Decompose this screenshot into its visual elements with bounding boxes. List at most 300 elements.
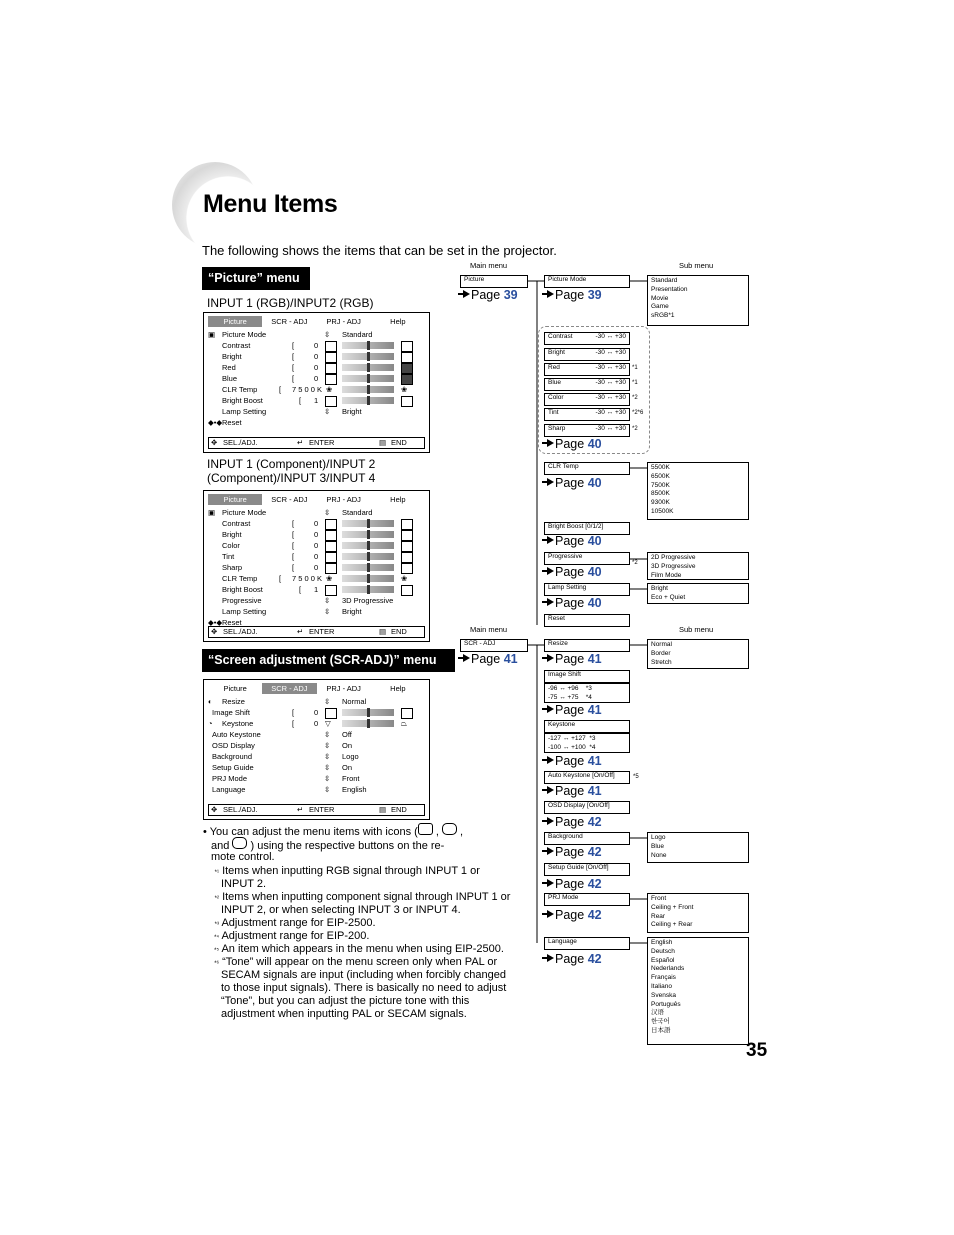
bright-boost-icon — [401, 396, 413, 407]
osd-bracket: [ — [292, 552, 295, 561]
osd-footer — [208, 437, 425, 449]
osd-row-value: Bright — [342, 407, 362, 416]
note-bullet-line3: mote control. — [211, 851, 275, 863]
end-icon: ▤ — [379, 805, 387, 814]
page-ref — [547, 815, 602, 829]
tree-progressive-sub — [647, 552, 749, 580]
tree-picture-mode-sub — [647, 275, 749, 326]
adj-label: Red — [548, 364, 560, 371]
note-2: *² Items when inputting component signal through INPUT 1 or — [214, 891, 511, 903]
note-6d: “Tone”, but you can adjust the picture tone with this — [221, 995, 470, 1007]
page-word: Page — [555, 845, 585, 859]
picture-mode-icon: ▣ — [208, 508, 216, 517]
osd-row-label: Setup Guide — [212, 763, 254, 772]
sub-item: Blue — [651, 842, 665, 850]
note-6: *⁶ “Tone” will appear on the menu screen only when PAL or — [214, 956, 498, 968]
sub-item: Presentation — [651, 285, 688, 293]
range-line — [548, 744, 626, 753]
tree-reset-box: Reset — [544, 614, 630, 627]
color-icon — [325, 541, 337, 552]
osd-row-value: 7 5 0 0 K — [292, 574, 323, 583]
slider-bar — [342, 586, 394, 593]
menu-arrow-icon: ⇳ — [324, 763, 331, 772]
note-2-text: Items when inputting component signal through INPUT 1 or — [222, 891, 511, 903]
page-number: 40 — [587, 437, 602, 451]
footnote-marker: *4 — [585, 693, 592, 701]
osd-row-label: Progressive — [222, 596, 262, 605]
osd-picture-component — [203, 490, 430, 642]
input-component-subheading-1: INPUT 1 (Component)/INPUT 2 — [207, 457, 376, 471]
note-bullet-text2: ) using the respective buttons on the re- — [250, 840, 445, 852]
page-number: 40 — [587, 565, 602, 579]
osd-row-label: Keystone — [222, 719, 254, 728]
page-word: Page — [555, 703, 585, 717]
note-6e: adjustment when inputting PAL or SECAM signals. — [221, 1008, 467, 1020]
sub-item: 汉语 — [651, 1009, 664, 1017]
osd-bracket: [ — [292, 519, 295, 528]
osd-row-label: CLR Temp — [222, 385, 258, 394]
osd-row-label: Reset — [222, 618, 242, 627]
osd-row-value: Off — [342, 730, 352, 739]
slider-bar — [342, 720, 394, 727]
osd-row-value: Standard — [342, 508, 373, 517]
note-6-text: “Tone” will appear on the menu screen only when PAL or — [222, 956, 498, 968]
footnote-marker: *1 — [632, 380, 638, 386]
end-icon: ▤ — [379, 627, 387, 636]
footnote-marker: *1 — [632, 365, 638, 371]
sub-item: Game — [651, 303, 669, 311]
tree-clr-temp-sub — [647, 462, 749, 520]
clr-temp-icon: ❀ — [326, 574, 333, 583]
adj-range: -30 ↔ +30 — [595, 333, 626, 340]
page-ref — [547, 784, 602, 798]
osd-row-value: 0 — [314, 363, 319, 372]
adj-range: -30 ↔ +30 — [595, 349, 626, 356]
osd-tab-help: Help — [390, 495, 406, 504]
footer-sel: SEL./ADJ. — [223, 805, 258, 814]
osd-bracket: [ — [299, 585, 302, 594]
brightness-icon — [325, 352, 337, 363]
menu-arrow-icon: ⇳ — [324, 607, 331, 616]
osd-footer — [208, 804, 425, 816]
picture-mode-icon: ▣ — [208, 330, 216, 339]
tree-resize-sub — [647, 639, 749, 669]
osd-row-label: Image Shift — [212, 708, 250, 717]
osd-row-label: Lamp Setting — [222, 407, 267, 416]
range-value: -96 ↔ +96 — [548, 685, 579, 692]
page-ref — [547, 877, 602, 891]
sub-item: Film Mode — [651, 571, 682, 579]
note-6c: to those input signals). There is basically no need to adjust — [221, 982, 507, 994]
osd-tab-picture: Picture — [223, 684, 247, 693]
page-number: 41 — [503, 652, 518, 666]
sub-item: Italiano — [651, 982, 672, 990]
page-number: 42 — [587, 877, 602, 891]
sub-item: Movie — [651, 294, 669, 302]
color-icon — [401, 541, 413, 552]
footnote-marker: *2*6 — [632, 410, 644, 416]
intro-text: The following shows the items that can be set in the projector. — [202, 243, 557, 258]
tree-language-sub — [647, 937, 749, 1045]
menu-arrow-icon: ⇳ — [324, 508, 331, 517]
sub-item: 8500K — [651, 490, 670, 498]
sub-item: Normal — [651, 641, 672, 648]
osd-row-label: CLR Temp — [222, 574, 258, 583]
brightness-icon — [401, 352, 413, 363]
note-bullet-line1: • You can adjust the menu items with icons ( , , — [203, 823, 528, 837]
tree-sharp-box — [544, 424, 630, 437]
adj-range: -30 ↔ +30 — [595, 364, 626, 371]
page-ref — [547, 703, 602, 717]
range-value: -127 ↔ +127 — [548, 735, 586, 742]
osd-row-label: Bright Boost — [222, 396, 263, 405]
sub-item: 2D Progressive — [651, 554, 696, 561]
range-value: -75 ↔ +75 — [548, 693, 579, 701]
osd-row-value: 0 — [314, 341, 319, 350]
osd-row-value: English — [342, 785, 367, 794]
tree-scr-adj-box: SCR - ADJ — [460, 639, 528, 652]
adj-range: -30 ↔ +30 — [595, 394, 626, 401]
sub-item: Eco + Quiet — [651, 593, 686, 601]
page-word: Page — [555, 534, 585, 548]
osd-row-label: Resize — [222, 697, 245, 706]
osd-tab-picture: Picture — [208, 494, 262, 505]
page-word: Page — [471, 288, 501, 302]
page-ref — [547, 908, 602, 922]
picture-mode-icon — [418, 823, 433, 835]
osd-row-label: Bright — [222, 352, 242, 361]
page-word: Page — [555, 288, 585, 302]
osd-row-value: 0 — [314, 352, 319, 361]
osd-row-value: 0 — [314, 563, 319, 572]
enter-icon: ↵ — [297, 438, 304, 447]
osd-row-label: Bright Boost — [222, 585, 263, 594]
osd-picture-rgb — [203, 312, 430, 453]
note-5-text: An item which appears in the menu when using EIP-2500. — [221, 943, 504, 955]
menu-arrow-icon: ⇳ — [324, 774, 331, 783]
menu-arrow-icon: ⇳ — [324, 741, 331, 750]
slider-bar — [342, 386, 394, 393]
red-icon — [401, 363, 413, 374]
osd-tab-prj-adj: PRJ - ADJ — [326, 495, 361, 504]
tree-auto-keystone-box: Auto Keystone [On/Off] — [544, 771, 630, 784]
sub-item: Ceiling + Rear — [651, 921, 693, 929]
main-menu-label: Main menu — [470, 261, 508, 270]
osd-row-label: Blue — [222, 374, 238, 383]
adj-label: Tint — [548, 409, 559, 416]
brightness-icon — [325, 530, 337, 541]
page-number: 42 — [587, 815, 602, 829]
picture-menu-heading: “Picture” menu — [202, 267, 310, 290]
end-icon: ▤ — [379, 438, 387, 447]
tint-icon — [401, 552, 413, 563]
page-number: 41 — [587, 784, 602, 798]
osd-row-label: Language — [212, 785, 246, 794]
osd-row-value: On — [342, 763, 353, 772]
tree-color-box — [544, 393, 630, 406]
footnote-marker: *5 — [633, 774, 639, 780]
contrast-icon — [325, 519, 337, 530]
page-number: 40 — [587, 596, 602, 610]
osd-row-label: Reset — [222, 418, 242, 427]
slider-bar — [342, 520, 394, 527]
osd-row-label: Red — [222, 363, 236, 372]
osd-scr-adj — [203, 679, 430, 820]
osd-row-label: Bright — [222, 530, 242, 539]
osd-tab-picture: Picture — [208, 316, 262, 327]
page-word: Page — [555, 908, 585, 922]
osd-row-value: 0 — [314, 541, 319, 550]
menu-arrow-icon: ⇳ — [324, 785, 331, 794]
enter-icon: ↵ — [297, 627, 304, 636]
osd-row-label: Tint — [222, 552, 235, 561]
sel-adj-icon: ✥ — [211, 805, 218, 814]
resize-icon: ◐ — [208, 697, 213, 706]
osd-tabs — [208, 316, 425, 327]
reset-icon: ◆•◆ — [208, 418, 223, 427]
page-ref — [547, 476, 602, 490]
osd-footer — [208, 626, 425, 638]
page-word: Page — [471, 652, 501, 666]
note-6b: SECAM signals are input (including when forcibly changed — [221, 969, 506, 981]
sub-item: 7500K — [651, 481, 670, 489]
osd-row-value: Standard — [342, 330, 373, 339]
page-number: 42 — [587, 908, 602, 922]
page-ref — [547, 534, 602, 548]
tree-background-box: Background — [544, 832, 630, 845]
slider-bar — [342, 709, 394, 716]
page-ref — [547, 437, 602, 451]
osd-bracket: [ — [292, 363, 295, 372]
adj-range: -30 ↔ +30 — [595, 425, 626, 432]
page-ref — [547, 565, 602, 579]
tree-picture-box: Picture — [460, 275, 528, 288]
sub-item: 日本語 — [651, 1026, 671, 1034]
scr-adj-menu-heading: “Screen adjustment (SCR-ADJ)” menu — [202, 649, 455, 672]
sub-item: 10500K — [651, 507, 674, 515]
adj-label: Bright — [548, 349, 565, 356]
sub-item: 3D Progressive — [651, 562, 696, 570]
osd-row-label: OSD Display — [212, 741, 255, 750]
tree-red-box — [544, 363, 630, 376]
slider-bar — [342, 531, 394, 538]
note-4-text: Adjustment range for EIP-200. — [221, 930, 370, 942]
enter-icon: ↵ — [297, 805, 304, 814]
page-word: Page — [555, 952, 585, 966]
osd-row-value: Front — [342, 774, 360, 783]
sub-item: Rear — [651, 912, 666, 920]
sub-item: Ceiling + Front — [651, 903, 694, 911]
bright-boost-icon — [401, 585, 413, 596]
page-word: Page — [555, 877, 585, 891]
adj-label: Color — [548, 394, 564, 401]
sub-item: Border — [651, 649, 671, 657]
sub-item: Deutsch — [651, 947, 675, 955]
note-1b: INPUT 2. — [221, 878, 267, 890]
osd-tab-help: Help — [390, 684, 406, 693]
sel-adj-icon: ✥ — [211, 627, 218, 636]
tint-icon — [325, 552, 337, 563]
sub-item: Front — [651, 895, 667, 902]
page-ref — [547, 288, 602, 302]
tree-language-box: Language — [544, 937, 630, 950]
sub-item: Standard — [651, 277, 678, 284]
page-number: 41 — [587, 754, 602, 768]
tree-background-sub — [647, 832, 749, 863]
adj-range: -30 ↔ +30 — [595, 409, 626, 416]
osd-bracket: [ — [292, 563, 295, 572]
tree-prj-mode-sub — [647, 893, 749, 933]
sel-adj-icon: ✥ — [211, 438, 218, 447]
sub-item: Nederlands — [651, 965, 685, 973]
page-ref — [547, 952, 602, 966]
main-menu-label: Main menu — [470, 625, 508, 634]
slider-bar — [342, 542, 394, 549]
note-4: *⁴ Adjustment range for EIP-200. — [214, 930, 370, 942]
slider-bar — [342, 397, 394, 404]
sub-item: Logo — [651, 834, 666, 841]
page-ref — [463, 652, 518, 666]
sub-item: Español — [651, 956, 675, 964]
sub-item: Stretch — [651, 658, 672, 666]
footer-end: END — [391, 627, 407, 636]
tree-lamp-setting-sub — [647, 583, 749, 604]
menu-arrow-icon: ⇳ — [324, 407, 331, 416]
osd-row-value: 1 — [314, 396, 319, 405]
sub-item: Português — [651, 1000, 681, 1008]
tree-osd-display-box: OSD Display [On/Off] — [544, 801, 630, 814]
slider-bar — [342, 553, 394, 560]
tree-keystone-box: Keystone — [544, 720, 630, 733]
osd-row-label: Background — [212, 752, 253, 761]
sub-item: Français — [651, 974, 676, 982]
input-rgb-subheading: INPUT 1 (RGB)/INPUT2 (RGB) — [207, 296, 374, 310]
red-icon — [325, 363, 337, 374]
osd-bracket: [ — [292, 530, 295, 539]
sub-menu-label: Sub menu — [679, 625, 714, 634]
note-and: and — [211, 840, 230, 852]
osd-tab-prj-adj: PRJ - ADJ — [326, 317, 361, 326]
page-number: 40 — [587, 534, 602, 548]
osd-row-label: Lamp Setting — [222, 607, 267, 616]
page-number: 42 — [587, 952, 602, 966]
tree-setup-guide-box: Setup Guide [On/Off] — [544, 863, 630, 876]
osd-tabs — [208, 683, 425, 694]
sub-item: None — [651, 851, 667, 859]
osd-row-label: PRJ Mode — [212, 774, 248, 783]
slider-bar — [342, 564, 394, 571]
reset-icon: ◆•◆ — [208, 618, 223, 627]
osd-row-label: Picture Mode — [222, 508, 267, 517]
tree-resize-box: Resize — [544, 639, 630, 652]
sub-item: 9300K — [651, 499, 670, 507]
sub-item: Svenska — [651, 991, 676, 999]
osd-row-label: Color — [222, 541, 240, 550]
osd-row-value: Normal — [342, 697, 367, 706]
contrast-icon — [401, 341, 413, 352]
osd-bracket: [ — [292, 719, 295, 728]
osd-row-value: 7 5 0 0 K — [292, 385, 323, 394]
range-line — [548, 685, 626, 694]
slider-bar — [342, 342, 394, 349]
page-word: Page — [555, 754, 585, 768]
keystone-icon — [232, 837, 247, 849]
note-1-text: Items when inputting RGB signal through INPUT 1 or — [222, 865, 480, 877]
note-3: *³ Adjustment range for EIP-2500. — [214, 917, 376, 929]
range-value: -100 ↔ +100 — [548, 743, 586, 751]
page-word: Page — [555, 815, 585, 829]
footnote-marker: *2 — [632, 395, 638, 401]
sub-item: Bright — [651, 585, 668, 592]
osd-row-value: 0 — [314, 708, 319, 717]
tree-image-shift-range — [544, 683, 630, 703]
tree-clr-temp-box: CLR Temp — [544, 462, 630, 475]
tree-blue-box — [544, 378, 630, 391]
page-number: 40 — [587, 476, 602, 490]
sub-menu-label: Sub menu — [679, 261, 714, 270]
slider-bar — [342, 575, 394, 582]
page-word: Page — [555, 652, 585, 666]
page-number: 42 — [587, 845, 602, 859]
osd-bracket: [ — [299, 396, 302, 405]
page-ref — [547, 596, 602, 610]
adj-range: -30 ↔ +30 — [595, 379, 626, 386]
page-ref — [547, 845, 602, 859]
page-number: 39 — [587, 288, 602, 302]
page-ref — [547, 652, 602, 666]
keystone-icon: ◔ — [208, 719, 213, 728]
footer-enter: ENTER — [309, 438, 335, 447]
sub-item: 한국어 — [651, 1018, 670, 1026]
clr-temp-icon: ❀ — [401, 574, 408, 583]
input-component-subheading-2: (Component)/INPUT 3/INPUT 4 — [207, 471, 376, 485]
osd-row-value: 0 — [314, 719, 319, 728]
page-word: Page — [555, 596, 585, 610]
osd-row-label: Auto Keystone — [212, 730, 261, 739]
osd-row-value: 0 — [314, 519, 319, 528]
osd-bracket: [ — [292, 341, 295, 350]
osd-row-value: Logo — [342, 752, 359, 761]
adj-label: Contrast — [548, 333, 573, 340]
footnote-marker: *4 — [589, 743, 596, 751]
page-number: 41 — [587, 652, 602, 666]
clr-temp-icon: ❀ — [401, 385, 408, 394]
page-number: 35 — [746, 1040, 768, 1061]
sub-item: English — [651, 939, 673, 946]
menu-arrow-icon: ⇳ — [324, 330, 331, 339]
footer-enter: ENTER — [309, 627, 335, 636]
osd-tab-scr-adj: SCR - ADJ — [271, 317, 308, 326]
page-ref — [547, 754, 602, 768]
tree-prj-mode-box: PRJ Mode — [544, 893, 630, 906]
tree-contrast-box — [544, 332, 630, 345]
adj-label: Sharp — [548, 425, 566, 432]
tree-picture-mode-box: Picture Mode — [544, 275, 630, 288]
osd-row-label: Contrast — [222, 519, 251, 528]
osd-bracket: [ — [292, 708, 295, 717]
osd-row-label: Picture Mode — [222, 330, 267, 339]
footer-end: END — [391, 438, 407, 447]
note-5: *⁵ An item which appears in the menu when using EIP-2500. — [214, 943, 504, 955]
page-word: Page — [555, 476, 585, 490]
sub-item: sRGB*1 — [651, 312, 675, 320]
tree-image-shift-box: Image Shift — [544, 670, 630, 683]
range-line — [548, 694, 626, 703]
osd-tab-help: Help — [390, 317, 406, 326]
note-bullet-text: You can adjust the menu items with icons ( — [209, 826, 418, 838]
sub-item: 6500K — [651, 472, 670, 480]
osd-row-value: 0 — [314, 552, 319, 561]
